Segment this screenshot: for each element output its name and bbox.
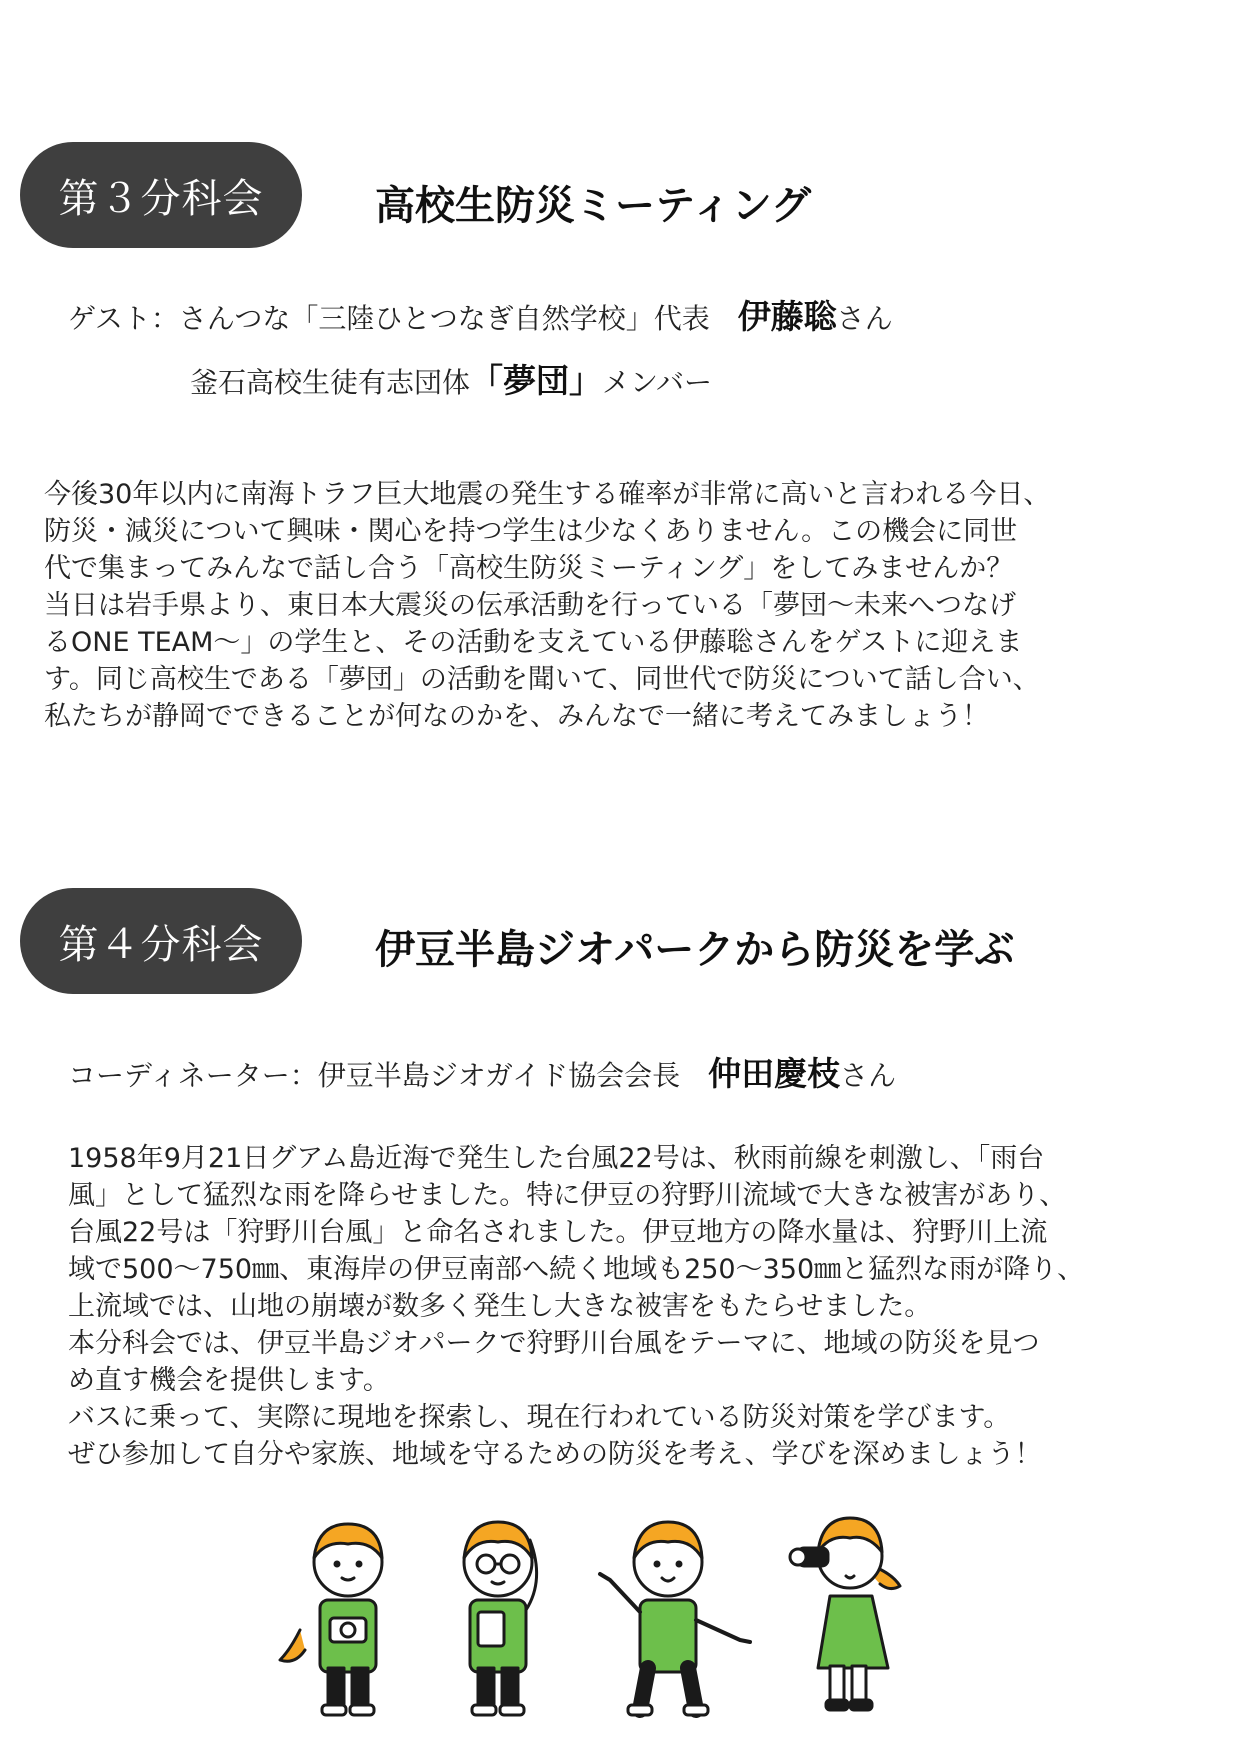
section3-guest-suffix: さん (836, 302, 893, 335)
section4-title: 伊豆半島ジオパークから防災を学ぶ (375, 926, 1015, 973)
section4-body-line: 域で500～750㎜、東海岸の伊豆南部へ続く地域も250～350㎜と猛烈な雨が降り、 (68, 1254, 1085, 1285)
section4-badge-label: 第４分科会 (58, 921, 264, 968)
child-pointing-icon (600, 1522, 750, 1715)
section3-guest-name: 伊藤聡 (737, 297, 837, 336)
section3-title: 高校生防災ミーティング (375, 182, 811, 229)
section4-body-line: め直す機会を提供します。 (68, 1365, 390, 1396)
section4-body-line: 上流域では、山地の崩壊が数多く発生し大きな被害をもたらせました。 (68, 1291, 932, 1322)
section3-body-line: るONE TEAM～」の学生と、その活動を支えている伊藤聡さんをゲストに迎えま (44, 627, 1023, 658)
section3-badge (20, 142, 302, 248)
section3-guest-prefix: ゲスト：さんつな「三陸ひとつなぎ自然学校」代表 (68, 302, 738, 335)
section3-group-line (190, 355, 712, 402)
section3-body-line: 代で集まってみんなで話し合う「高校生防災ミーティング」をしてみませんか？ (44, 553, 1014, 584)
section4-coord-prefix: コーディネーター：伊豆半島ジオガイド協会会長 (68, 1059, 709, 1092)
section4-body-line: バスに乗って、実際に現地を探索し、現在行われている防災対策を学びます。 (68, 1402, 1011, 1433)
section3-description (44, 476, 1050, 735)
section4-badge (20, 888, 302, 994)
section3-guest-line (68, 291, 893, 338)
section3-body-line: 私たちが静岡でできることが何なのかを、みんなで一緒に考えてみましょう！ (44, 701, 989, 732)
child-with-glasses-icon (464, 1522, 537, 1715)
child-with-camera-icon (280, 1524, 382, 1715)
section4-body-line: ぜひ参加して自分や家族、地域を守るための防災を考え、学びを深めましょう！ (68, 1439, 1042, 1470)
child-with-binoculars-icon (790, 1518, 900, 1710)
section3-body-line: 当日は岩手県より、東日本大震災の伝承活動を行っている「夢団～未来へつなげ (44, 590, 1016, 621)
section3-group-prefix: 釜石高校生徒有志団体 (190, 366, 471, 399)
section4-description (68, 1140, 1084, 1473)
section4-coord-name: 仲田慶枝 (708, 1054, 841, 1093)
section4-body-line: 台風22号は「狩野川台風」と命名されました。伊豆地方の降水量は、狩野川上流 (68, 1217, 1048, 1248)
section4-coordinator-line (68, 1048, 896, 1095)
section3-body-line: 今後30年以内に南海トラフ巨大地震の発生する確率が非常に高いと言われる今日、 (44, 479, 1051, 510)
section3-body-line: 防災・減災について興味・関心を持つ学生は少なくありません。この機会に同世 (44, 516, 1018, 547)
section4-coord-suffix: さん (840, 1059, 897, 1092)
section3-group-suffix: メンバー (602, 366, 713, 399)
section4-body-line: 1958年9月21日グアム島近海で発生した台風22号は、秋雨前線を刺激し、「雨台 (68, 1143, 1045, 1174)
section4-body-line: 風」として猛烈な雨を降らせました。特に伊豆の狩野川流域で大きな被害があり、 (68, 1180, 1067, 1211)
section3-group-name: 「夢団」 (470, 361, 603, 400)
section3-body-line: す。同じ高校生である「夢団」の活動を聞いて、同世代で防災について話し合い、 (44, 664, 1040, 695)
section3-badge-label: 第３分科会 (58, 175, 264, 222)
section4-body-line: 本分科会では、伊豆半島ジオパークで狩野川台風をテーマに、地域の防災を見つ (68, 1328, 1040, 1359)
children-illustration (0, 1500, 1240, 1730)
